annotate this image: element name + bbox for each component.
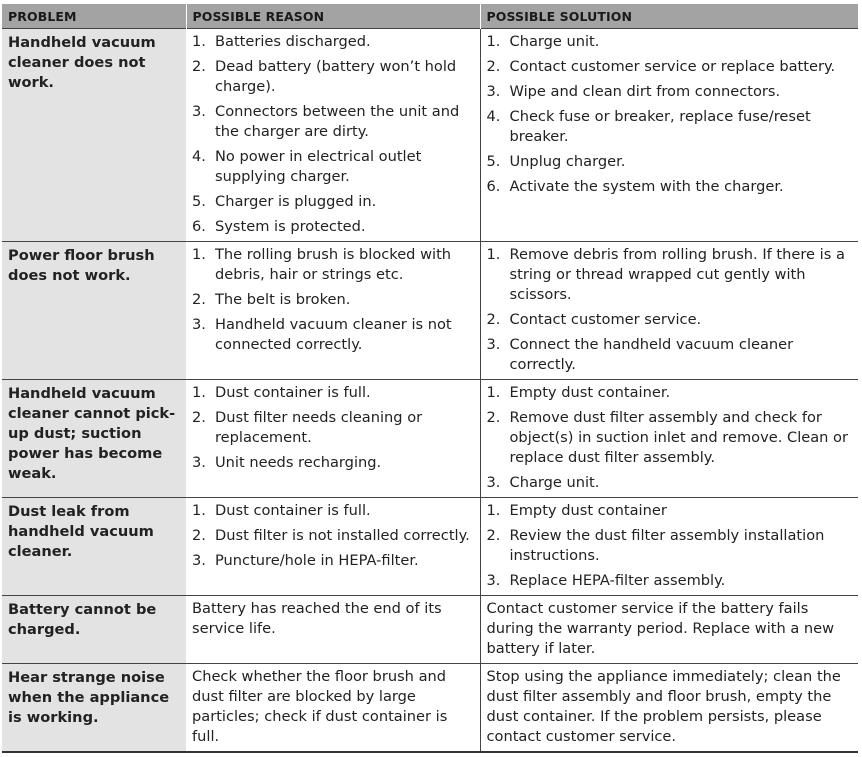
solution-list xyxy=(487,501,853,591)
list-item: 3. Charge unit. xyxy=(486,474,600,491)
solution-text: Stop using the appliance immediately; clean the dust filter assembly and floor brush, empty the dust container. If the problem persists, please contact customer service. xyxy=(486,668,841,745)
solution-list xyxy=(487,383,853,493)
list-item: 1. Remove debris from rolling brush. If there is a string or thread wrapped cut gently with scissors. xyxy=(486,246,845,303)
list-item: 2. Dust filter is not installed correctly. xyxy=(192,527,470,544)
list-item: 5. Charger is plugged in. xyxy=(192,193,377,210)
reason-cell xyxy=(186,380,480,498)
list-item: 2. Remove dust filter assembly and check for object(s) in suction inlet and remove. Clean or replace dust filter assembly. xyxy=(486,409,848,466)
list-item: 2. Contact customer service. xyxy=(486,311,702,328)
solution-cell xyxy=(480,242,858,380)
reason-cell xyxy=(186,498,480,596)
solution-text: Contact customer service if the battery fails during the warranty period. Replace with a new battery if later. xyxy=(486,600,835,657)
table-row xyxy=(2,29,858,242)
list-item: 2. Dead battery (battery won’t hold charge). xyxy=(192,58,457,95)
reason-text: Check whether the floor brush and dust filter are blocked by large particles; check if dust container is full. xyxy=(192,668,448,745)
reason-list xyxy=(192,383,474,473)
list-item: 3. Replace HEPA-filter assembly. xyxy=(486,572,726,589)
list-item: 2. Dust filter needs cleaning or replacement. xyxy=(192,409,423,446)
list-item: 3. Connectors between the unit and the charger are dirty. xyxy=(192,103,460,140)
problem-cell: Power floor brush does not work. xyxy=(2,242,186,380)
list-item: 4. Check fuse or breaker, replace fuse/reset breaker. xyxy=(486,108,811,145)
list-item: 3. Unit needs recharging. xyxy=(192,454,382,471)
problem-cell: Battery cannot be charged. xyxy=(2,596,186,664)
table-row xyxy=(2,498,858,596)
list-item: 1. The rolling brush is blocked with debris, hair or strings etc. xyxy=(192,246,452,283)
problem-cell: Dust leak from handheld vacuum cleaner. xyxy=(2,498,186,596)
reason-text: Battery has reached the end of its service life. xyxy=(192,600,442,637)
solution-cell xyxy=(480,380,858,498)
list-item: 6. System is protected. xyxy=(192,218,366,235)
list-item: 1. Dust container is full. xyxy=(192,502,371,519)
reason-list xyxy=(192,32,474,237)
list-item: 1. Batteries discharged. xyxy=(192,33,371,50)
list-item: 1. Empty dust container xyxy=(486,502,667,519)
list-item: 6. Activate the system with the charger. xyxy=(486,178,784,195)
list-item: 2. The belt is broken. xyxy=(192,291,351,308)
table-header-row xyxy=(2,4,858,29)
solution-list xyxy=(487,245,853,375)
header-problem: PROBLEM xyxy=(2,4,186,29)
list-item: 1. Dust container is full. xyxy=(192,384,371,401)
list-item: 1. Empty dust container. xyxy=(486,384,671,401)
list-item: 3. Connect the handheld vacuum cleaner correctly. xyxy=(486,336,794,373)
header-possible-solution: POSSIBLE SOLUTION xyxy=(480,4,858,29)
reason-cell xyxy=(186,242,480,380)
solution-list xyxy=(487,32,853,197)
list-item: 3. Wipe and clean dirt from connectors. xyxy=(486,83,781,100)
troubleshooting-table xyxy=(2,4,858,753)
solution-cell xyxy=(480,664,858,753)
solution-cell xyxy=(480,498,858,596)
reason-list xyxy=(192,245,474,355)
list-item: 5. Unplug charger. xyxy=(486,153,626,170)
problem-cell: Hear strange noise when the appliance is working. xyxy=(2,664,186,753)
solution-cell xyxy=(480,596,858,664)
list-item: 2. Contact customer service or replace battery. xyxy=(486,58,836,75)
list-item: 3. Handheld vacuum cleaner is not connected correctly. xyxy=(192,316,452,353)
table-row xyxy=(2,242,858,380)
table-row xyxy=(2,596,858,664)
list-item: 4. No power in electrical outlet supplying charger. xyxy=(192,148,422,185)
problem-cell: Handheld vacuum cleaner cannot pick-up dust; suction power has become weak. xyxy=(2,380,186,498)
reason-cell xyxy=(186,664,480,753)
reason-cell xyxy=(186,29,480,242)
table-row xyxy=(2,380,858,498)
problem-cell: Handheld vacuum cleaner does not work. xyxy=(2,29,186,242)
reason-cell xyxy=(186,596,480,664)
header-possible-reason: POSSIBLE REASON xyxy=(186,4,480,29)
list-item: 2. Review the dust filter assembly installation instructions. xyxy=(486,527,825,564)
list-item: 1. Charge unit. xyxy=(486,33,600,50)
reason-list xyxy=(192,501,474,571)
solution-cell xyxy=(480,29,858,242)
table-row xyxy=(2,664,858,753)
list-item: 3. Puncture/hole in HEPA-filter. xyxy=(192,552,419,569)
